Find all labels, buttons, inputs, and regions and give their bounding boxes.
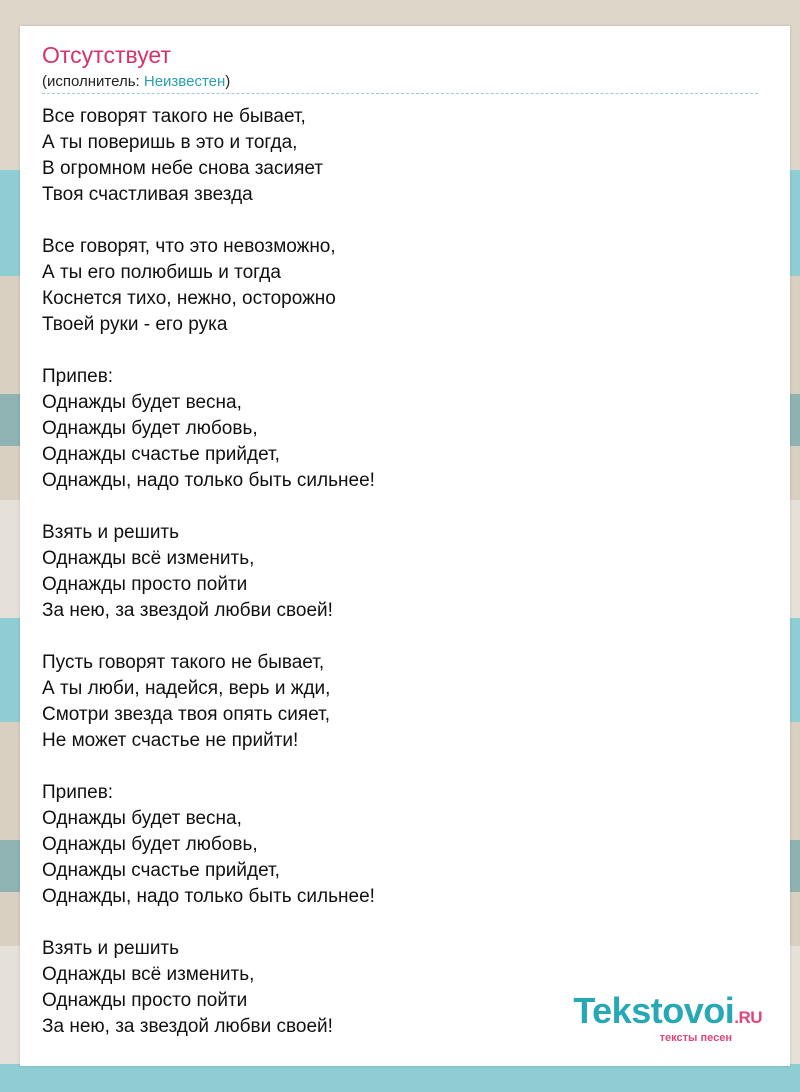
lyric-line: Однажды, надо только быть сильнее! — [42, 886, 375, 907]
lyric-line: Припев: — [42, 782, 114, 803]
stanza-gap — [42, 494, 742, 520]
lyric-line: Твоя счастливая звезда — [42, 184, 253, 205]
lyrics-body — [42, 104, 742, 1040]
lyric-line: Однажды, надо только быть сильнее! — [42, 470, 375, 491]
lyric-line: Однажды счастье прийдет, — [42, 860, 280, 881]
lyric-line: Однажды будет любовь, — [42, 834, 258, 855]
byline-suffix: ) — [225, 73, 231, 90]
artist-byline — [42, 73, 230, 90]
lyric-line: Твоей руки - его рука — [42, 314, 228, 335]
byline-prefix: (исполнитель: — [42, 73, 144, 90]
artist-link[interactable]: Неизвестен — [143, 73, 226, 90]
stanza-gap — [42, 208, 742, 234]
lyric-line: Все говорят, что это невозможно, — [42, 236, 336, 257]
stanza-gap — [42, 910, 742, 936]
logo-tagline: тексты песен — [659, 1032, 732, 1044]
lyric-line: А ты поверишь в это и тогда, — [42, 132, 298, 153]
lyric-line: В огромном небе снова засияет — [42, 158, 324, 179]
lyric-line: Все говорят такого не бывает, — [42, 106, 306, 127]
lyric-line: Однажды будет весна, — [42, 808, 242, 829]
logo-wordmark — [573, 990, 762, 1036]
lyric-line: Однажды будет весна, — [42, 392, 242, 413]
lyric-line: А ты люби, надейся, верь и жди, — [42, 678, 331, 699]
stanza-gap — [42, 338, 742, 364]
lyric-line: За нею, за звездой любви своей! — [42, 600, 333, 621]
lyric-line: Однажды всё изменить, — [42, 964, 255, 985]
lyric-line: Коснется тихо, нежно, осторожно — [42, 288, 336, 309]
lyric-line: Однажды просто пойти — [42, 574, 248, 595]
lyric-line: Однажды счастье прийдет, — [42, 444, 280, 465]
logo-tld: .RU — [734, 1008, 762, 1027]
logo-name: Tekstovoi — [573, 990, 735, 1031]
lyric-line: За нею, за звездой любви своей! — [42, 1016, 333, 1037]
lyric-line: Припев: — [42, 366, 114, 387]
lyric-line: Пусть говорят такого не бывает, — [42, 652, 325, 673]
lyrics-card — [20, 26, 790, 1066]
lyric-line: Однажды просто пойти — [42, 990, 248, 1011]
lyric-line: Не может счастье не прийти! — [42, 730, 299, 751]
lyric-line: Смотри звезда твоя опять сияет, — [42, 704, 331, 725]
lyric-line: Однажды всё изменить, — [42, 548, 255, 569]
lyric-line: Однажды будет любовь, — [42, 418, 258, 439]
lyric-line: Взять и решить — [42, 522, 180, 543]
lyric-line: Взять и решить — [42, 938, 180, 959]
site-logo[interactable] — [573, 990, 762, 1044]
stanza-gap — [42, 624, 742, 650]
song-title: Отсутствует — [42, 42, 171, 68]
stanza-gap — [42, 754, 742, 780]
title-divider — [42, 93, 758, 94]
lyric-line: А ты его полюбишь и тогда — [42, 262, 281, 283]
